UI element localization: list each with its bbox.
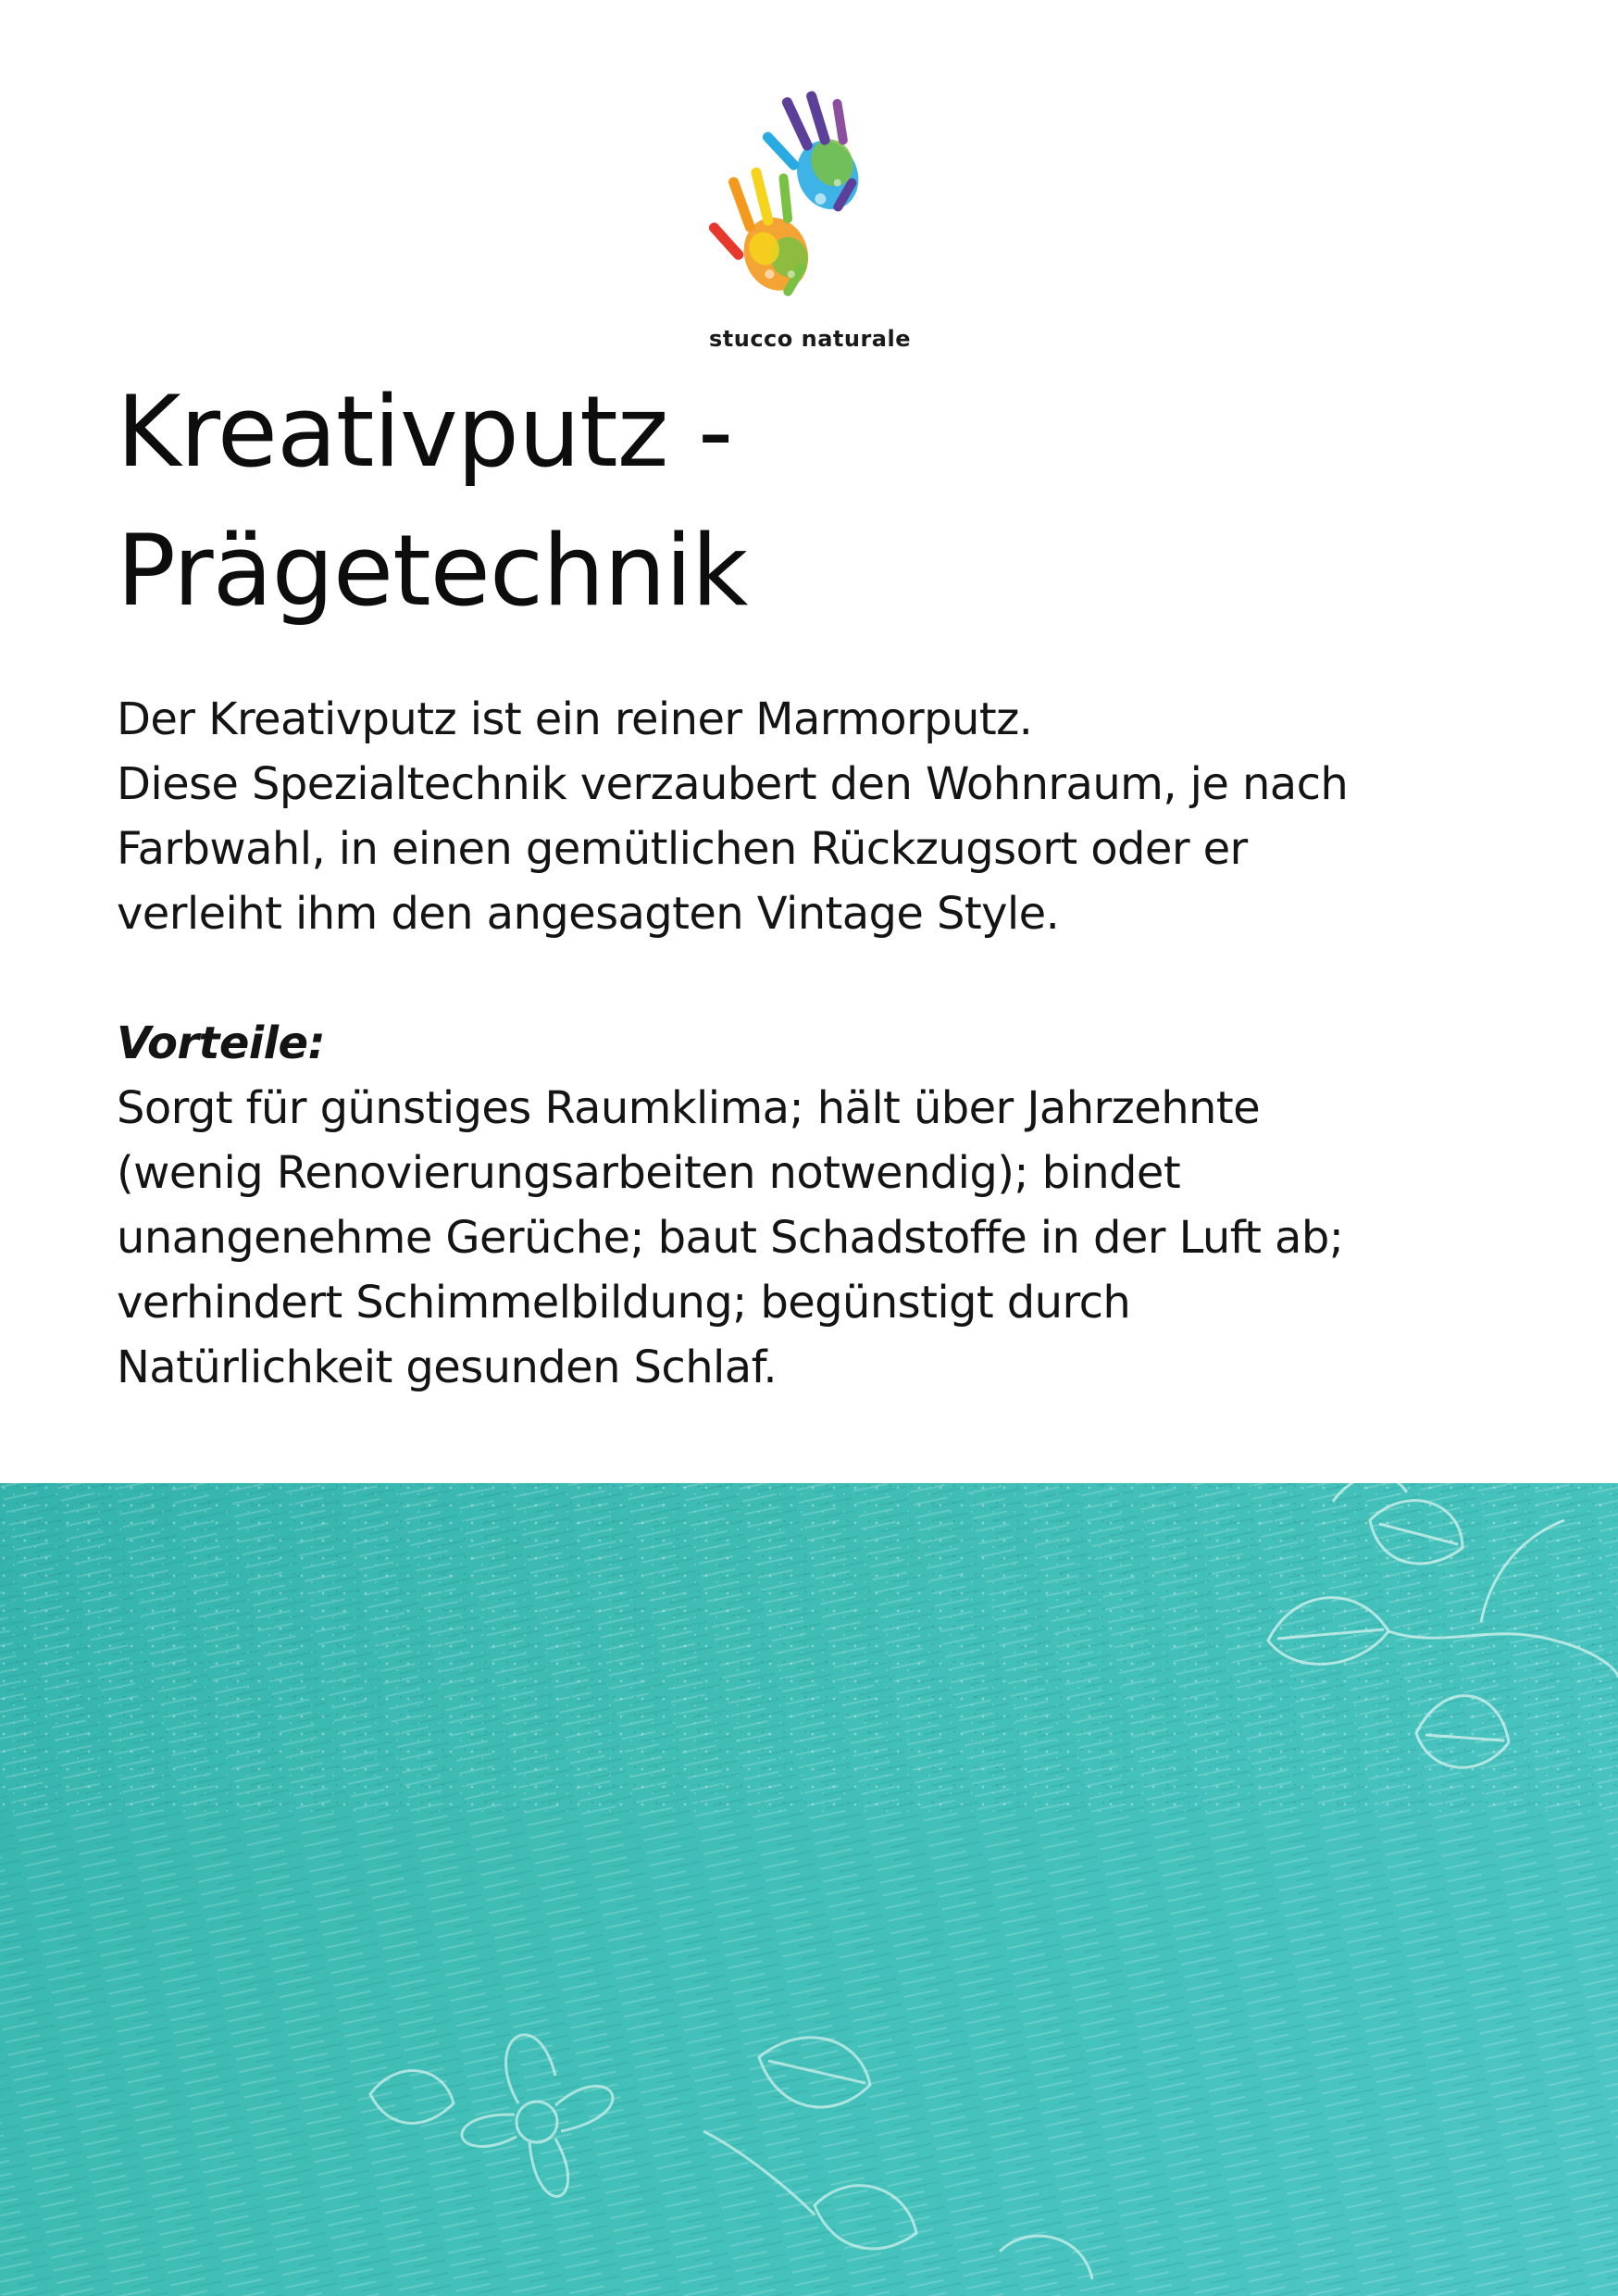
paragraph-gap	[117, 946, 1561, 1011]
title-line-2: Prägetechnik	[117, 514, 748, 628]
advantages-line: Natürlichkeit gesunden Schlaf.	[117, 1341, 778, 1393]
advantages-line: (wenig Renovierungsarbeiten notwendig); bindet	[117, 1147, 1181, 1199]
texture-photo	[0, 1483, 1618, 2296]
intro-line: verleiht ihm den angesagten Vintage Style.	[117, 888, 1060, 940]
description-text	[117, 687, 1561, 1400]
page-title	[117, 363, 1135, 641]
embossed-floral-plaster-texture	[0, 1483, 1618, 2296]
advantages-line: unangenehme Gerüche; baut Schadstoffe in der Luft ab;	[117, 1212, 1344, 1264]
colorful-handprints-icon	[685, 56, 935, 352]
title-line-1: Kreativputz -	[117, 375, 733, 489]
brand-logo	[685, 56, 935, 361]
intro-line: Diese Spezialtechnik verzaubert den Wohnraum, je nach	[117, 758, 1349, 810]
advantages-line: Sorgt für günstiges Raumklima; hält über Jahrzehnte	[117, 1082, 1261, 1134]
advantages-line: verhindert Schimmelbildung; begünstigt durch	[117, 1277, 1131, 1329]
intro-line: Der Kreativputz ist ein reiner Marmorputz.	[117, 693, 1033, 745]
intro-line: Farbwahl, in einen gemütlichen Rückzugsort oder er	[117, 823, 1248, 875]
brand-name: stucco naturale	[708, 326, 911, 352]
advantages-heading: Vorteile:	[117, 1017, 326, 1069]
